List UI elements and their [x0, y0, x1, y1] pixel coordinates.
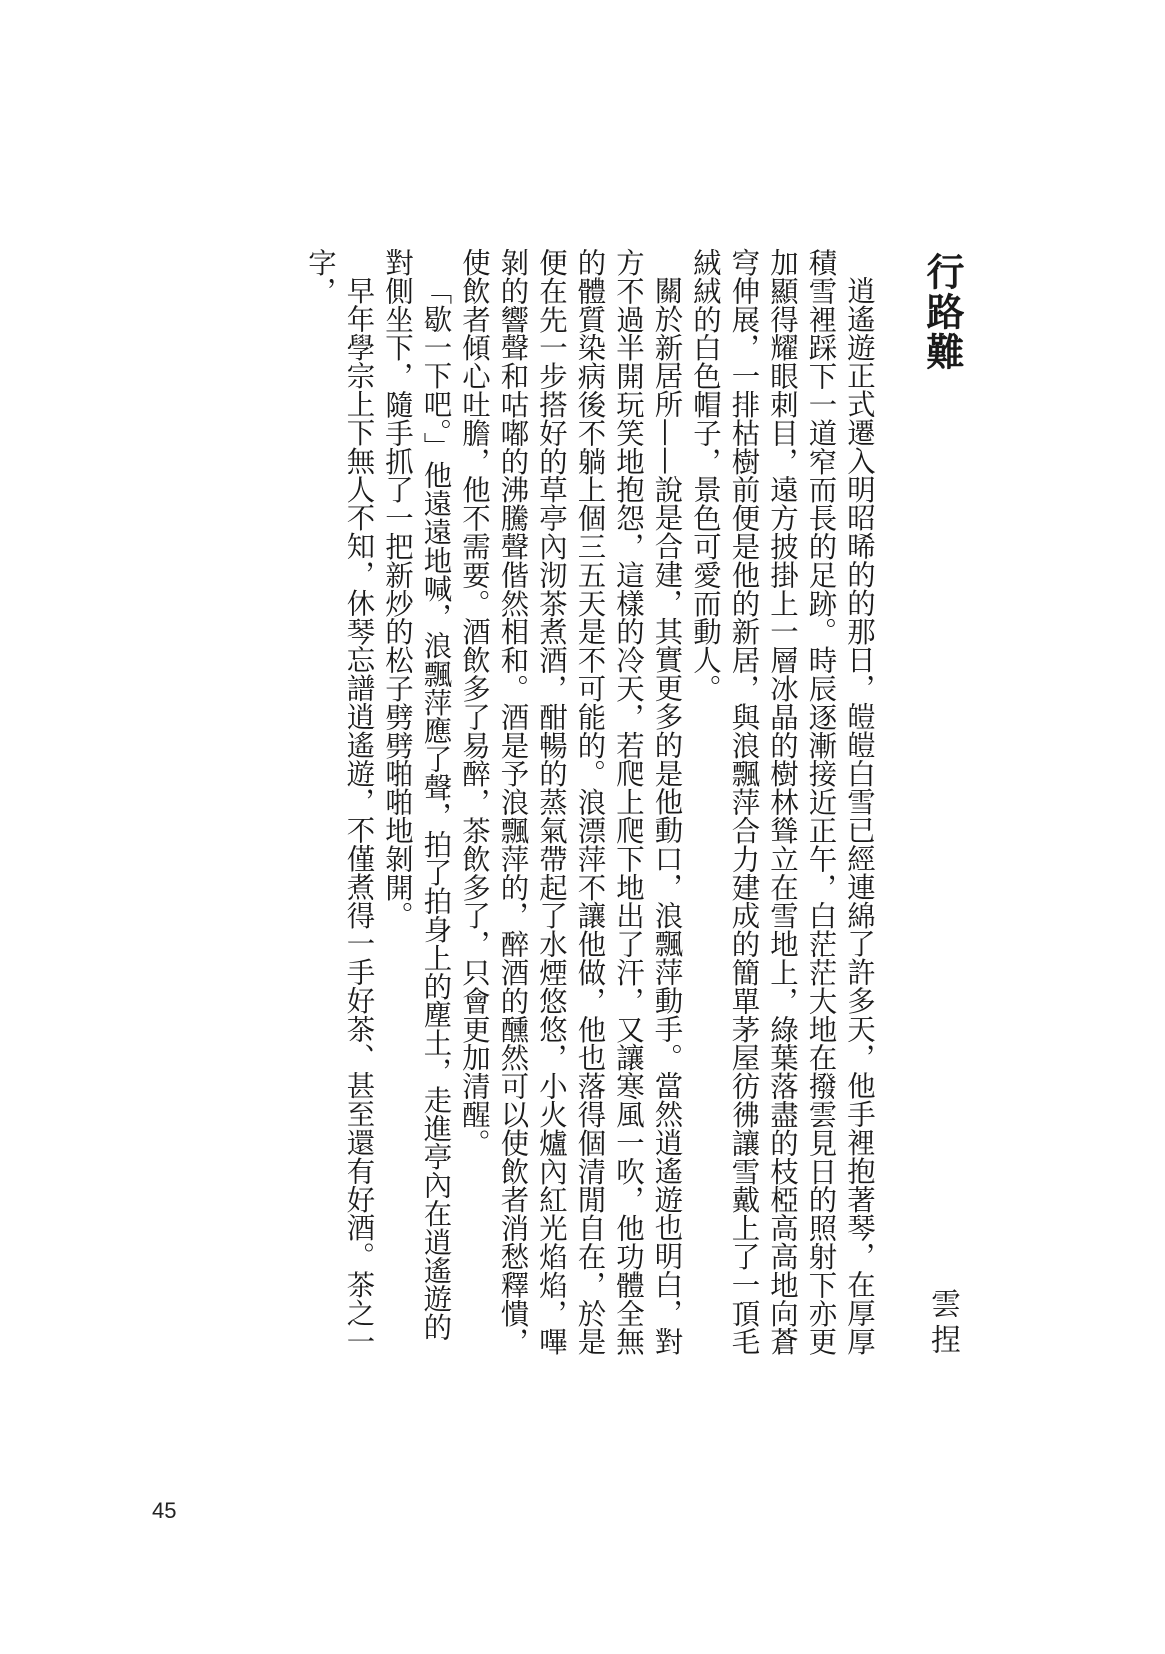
- paragraph-4: 早年學宗上下無人不知，休琴忘譜逍遙遊，不僅煮得一手好茶、甚至還有好酒。茶之一字，: [304, 248, 376, 1356]
- paragraph-2: 關於新居所——說是合建，其實更多的是他動口，浪飄萍動手。當然逍遙遊也明白，對方不過半開玩笑地抱怨，這樣的冷天，若爬上爬下地出了汗，又讓寒風一吹，他功體全無的體質染病後不躺上個三五天是不可能的。浪漂萍不讓他做，他也落得個清閒自在，於是便在先一步搭好的草亭內沏茶煮酒，酣暢的蒸氣帶起了水煙悠悠，小火爐內紅光焰焰，嗶剝的響聲和咕嘟的沸騰聲偕然相和。酒是予浪飄萍的，醉酒的醺然可以使飲者消愁釋憒，使飲者傾心吐膽，他不需要。酒飲多了易醉，茶飲多了，只會更加清醒。: [458, 248, 684, 1356]
- body-text: [184, 248, 878, 1368]
- chapter-title: 行路難: [920, 252, 965, 372]
- paragraph-1: 逍遙遊正式遷入明昭晞的的那日，皚皚白雪已經連綿了許多天，他手裡抱著琴，在厚厚積雪裡踩下一道窄而長的足跡。時辰逐漸接近正午，白茫茫大地在撥雲見日的照射下亦更加顯得耀眼刺目，遠方披掛上一層冰晶的樹林聳立在雪地上，綠葉落盡的枝椏高高地向蒼穹伸展，一排枯樹前便是他的新居，與浪飄萍合力建成的簡單茅屋彷彿讓雪戴上了一頂毛絨絨的白色帽子，景色可愛而動人。: [689, 248, 876, 1356]
- paragraph-3: 「歇一下吧。」他遠遠地喊，浪飄萍應了聲，拍了拍身上的塵土，走進亭內在逍遙遊的對側坐下，隨手抓了一把新炒的松子劈劈啪啪地剝開。: [381, 248, 453, 1342]
- author-name: 雲捏: [925, 1288, 960, 1360]
- page-number: 45: [152, 1498, 177, 1523]
